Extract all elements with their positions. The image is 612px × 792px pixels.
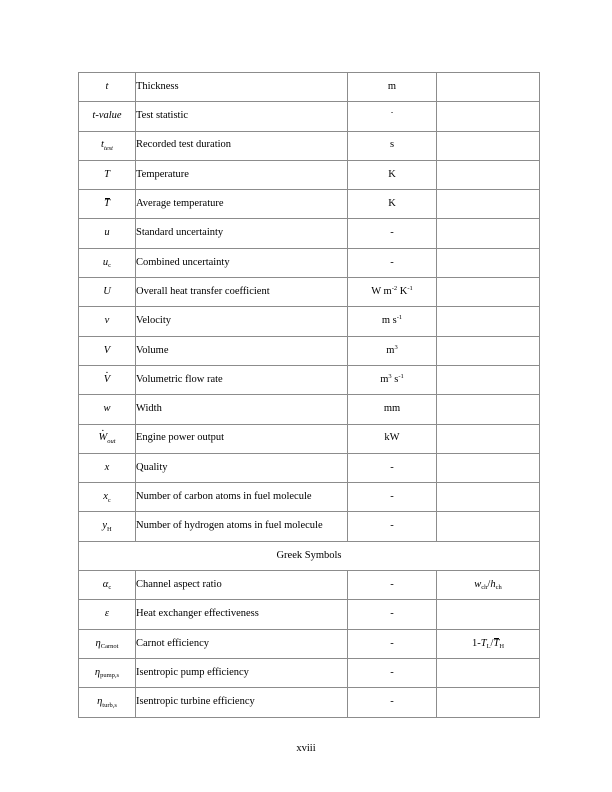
symbol-cell: $\eta_{turb,s}$ xyxy=(79,688,136,717)
description-cell: Carnot efficiency xyxy=(136,629,348,658)
symbol-cell: w xyxy=(79,395,136,424)
table-row xyxy=(79,424,540,453)
table-row xyxy=(79,453,540,482)
dotted-symbol: · V xyxy=(104,375,110,386)
unit-cell: - xyxy=(348,688,437,717)
table-row xyxy=(79,600,540,629)
table-row xyxy=(79,131,540,160)
unit-cell: - xyxy=(348,571,437,600)
symbol-cell xyxy=(79,365,136,394)
unit-cell: $m^3$ $s^{-1}$ xyxy=(348,365,437,394)
description-cell: Overall heat transfer coefficient xyxy=(136,278,348,307)
table-row xyxy=(79,658,540,687)
definition-cell: $w_{ch}/h_{ch}$ xyxy=(437,571,540,600)
unit-cell: - xyxy=(348,483,437,512)
symbol-cell: U xyxy=(79,278,136,307)
overbar-symbol: T xyxy=(104,198,110,210)
unit-cell: - xyxy=(348,658,437,687)
definition-cell xyxy=(437,278,540,307)
description-cell: Thickness xyxy=(136,73,348,102)
table-row xyxy=(79,688,540,717)
description-cell: Recorded test duration xyxy=(136,131,348,160)
description-cell: Test statistic xyxy=(136,102,348,131)
unit-cell: $m^3$ xyxy=(348,336,437,365)
definition-cell xyxy=(437,190,540,219)
symbol-cell: x xyxy=(79,453,136,482)
table-row xyxy=(79,483,540,512)
section-header: Greek Symbols xyxy=(79,541,540,570)
description-cell: Volume xyxy=(136,336,348,365)
table-row xyxy=(79,219,540,248)
unit-cell: - xyxy=(348,219,437,248)
unit-cell: m $s^{-1}$ xyxy=(348,307,437,336)
description-cell: Isentropic pump efficiency xyxy=(136,658,348,687)
symbol-cell: t xyxy=(79,73,136,102)
table-row xyxy=(79,629,540,658)
definition-cell xyxy=(437,219,540,248)
unit-cell: - xyxy=(348,248,437,277)
description-cell: Velocity xyxy=(136,307,348,336)
unit-cell: kW xyxy=(348,424,437,453)
section-header-row xyxy=(79,541,540,570)
unit-cell: mm xyxy=(348,395,437,424)
table-row xyxy=(79,571,540,600)
description-cell: Width xyxy=(136,395,348,424)
definition-cell xyxy=(437,102,540,131)
definition-cell xyxy=(437,160,540,189)
definition-cell: $1-T_L/T_H$ xyxy=(437,629,540,658)
symbol-cell: V xyxy=(79,336,136,365)
nomenclature-table xyxy=(78,72,540,718)
unit-cell: K xyxy=(348,190,437,219)
description-cell: Quality xyxy=(136,453,348,482)
symbol-cell: $\alpha_c$ xyxy=(79,571,136,600)
symbol-cell: $t_{test}$ xyxy=(79,131,136,160)
table-row xyxy=(79,73,540,102)
description-cell: Average temperature xyxy=(136,190,348,219)
unit-cell: s xyxy=(348,131,437,160)
definition-cell xyxy=(437,483,540,512)
unit-cell: - xyxy=(348,629,437,658)
unit-cell: W $m^{-2}$ $K^{-1}$ xyxy=(348,278,437,307)
description-cell: Channel aspect ratio xyxy=(136,571,348,600)
table-row xyxy=(79,365,540,394)
table-row xyxy=(79,160,540,189)
symbol-cell: $y_H$ xyxy=(79,512,136,541)
symbol-cell: $u_c$ xyxy=(79,248,136,277)
description-cell: Heat exchanger effectiveness xyxy=(136,600,348,629)
unit-cell: K xyxy=(348,160,437,189)
definition-cell xyxy=(437,424,540,453)
table-row xyxy=(79,512,540,541)
description-cell: Standard uncertainty xyxy=(136,219,348,248)
table-row xyxy=(79,336,540,365)
definition-cell xyxy=(437,658,540,687)
page-number: xviii xyxy=(296,743,316,754)
definition-cell xyxy=(437,336,540,365)
description-cell: Number of hydrogen atoms in fuel molecule xyxy=(136,512,348,541)
table-row xyxy=(79,307,540,336)
unit-cell: - xyxy=(348,600,437,629)
symbol-cell: t-value xyxy=(79,102,136,131)
definition-cell xyxy=(437,131,540,160)
definition-cell xyxy=(437,395,540,424)
table-row xyxy=(79,190,540,219)
definition-cell xyxy=(437,512,540,541)
symbol-cell: T xyxy=(79,160,136,189)
definition-cell xyxy=(437,688,540,717)
symbol-cell xyxy=(79,190,136,219)
description-cell: Engine power output xyxy=(136,424,348,453)
symbol-cell: $\eta_{Carnot}$ xyxy=(79,629,136,658)
symbol-cell: v xyxy=(79,307,136,336)
definition-cell xyxy=(437,365,540,394)
description-cell: Isentropic turbine efficiency xyxy=(136,688,348,717)
dotted-symbol: · W xyxy=(98,433,107,444)
unit-cell: - xyxy=(348,512,437,541)
table-row xyxy=(79,278,540,307)
symbol-cell: $x_c$ xyxy=(79,483,136,512)
table-row xyxy=(79,102,540,131)
table-row xyxy=(79,395,540,424)
symbol-cell: ε xyxy=(79,600,136,629)
description-cell: Number of carbon atoms in fuel molecule xyxy=(136,483,348,512)
definition-cell xyxy=(437,73,540,102)
definition-cell xyxy=(437,248,540,277)
description-cell: Volumetric flow rate xyxy=(136,365,348,394)
table-row xyxy=(79,248,540,277)
unit-cell: - xyxy=(348,102,437,131)
unit-cell: - xyxy=(348,453,437,482)
definition-cell xyxy=(437,307,540,336)
symbol-cell: $\eta_{pump,s}$ xyxy=(79,658,136,687)
symbol-cell: u xyxy=(79,219,136,248)
description-cell: Temperature xyxy=(136,160,348,189)
definition-cell xyxy=(437,453,540,482)
unit-cell: m xyxy=(348,73,437,102)
definition-cell xyxy=(437,600,540,629)
symbol-cell: · $W_{out}$ xyxy=(79,424,136,453)
description-cell: Combined uncertainty xyxy=(136,248,348,277)
